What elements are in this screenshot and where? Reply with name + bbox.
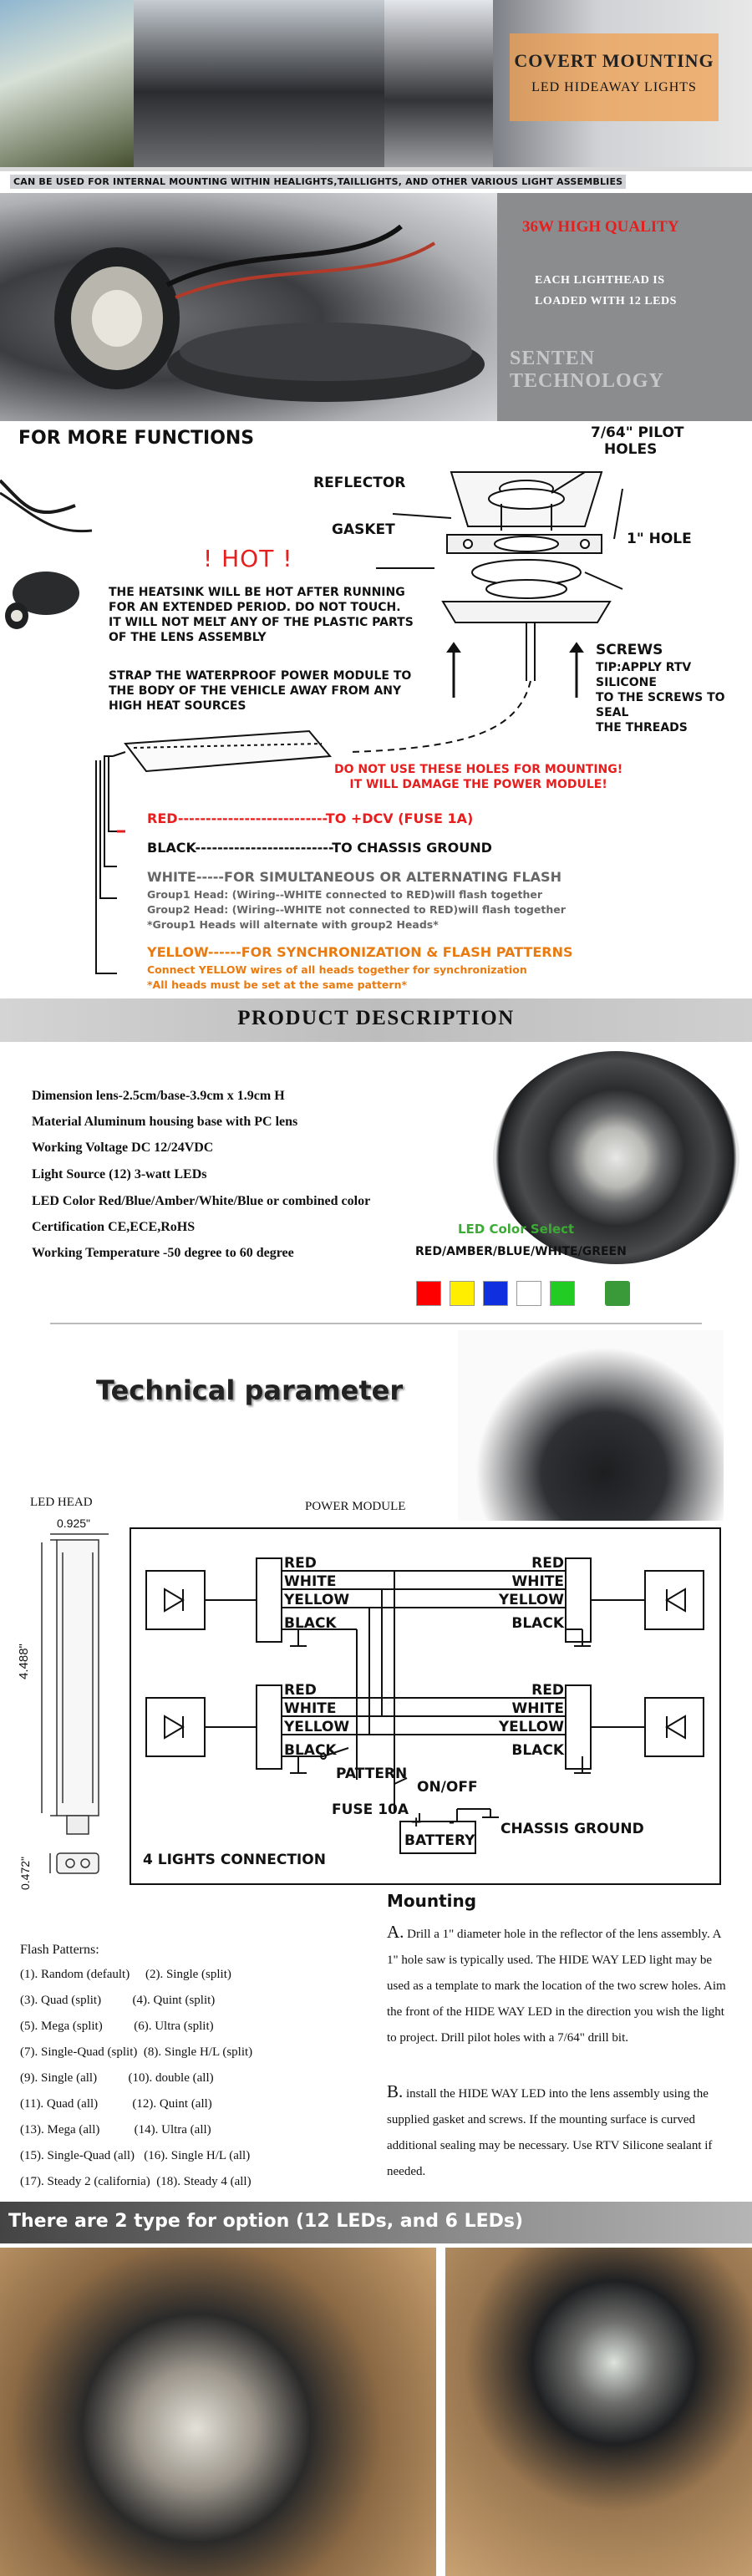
- pattern-label: PATTERN: [336, 1766, 408, 1782]
- step-a-text: Drill a 1" diameter hole in the reflector of the lens assembly. A 1" hole saw is typically used. The HIDE WAY LED light may be used as a template to mark the location of the two screw holes. Aim the front of the HIDE WAY LED in the direction you wish the light to project. Drill pilot holes with a 7/64" drill bit.: [387, 1928, 726, 2045]
- led-color-list: RED/AMBER/BLUE/WHITE/GREEN: [415, 1245, 627, 1258]
- power-module-label: POWER MODULE: [305, 1500, 406, 1513]
- quality-line-1: EACH LIGHTHEAD IS: [535, 274, 665, 287]
- brand-watermark: SENTEN TECHNOLOGY: [510, 348, 664, 392]
- white-wire-notes: Group1 Head: (Wiring--WHITE connected to RED)will flash together Group2 Head: (Wiring--WHITE not connected to RED)will flash together *Group1 Heads will alternate with group2 Heads*: [147, 888, 566, 931]
- chassis-ground-label: CHASSIS GROUND: [500, 1821, 644, 1837]
- pilot-holes-label: 7/64" PILOT HOLES: [591, 424, 684, 458]
- spec-material: Material Aluminum housing base with PC lens: [32, 1115, 298, 1129]
- led-head-dimension-drawing: [17, 1519, 125, 1891]
- battery-minus: -: [449, 1814, 455, 1831]
- swatch-amber: [450, 1281, 475, 1306]
- usage-text: CAN BE USED FOR INTERNAL MOUNTING WITHIN HEALIGHTS,TAILLIGHTS, AND OTHER VARIOUS LIGHT ASSEMBLIES: [10, 175, 626, 189]
- wire-label-group: RED WHITE YELLOW BLACK: [498, 1682, 564, 1759]
- screws-label: SCREWS: [596, 642, 663, 658]
- gasket-label: GASKET: [332, 521, 395, 538]
- white-wire-line: WHITE-----FOR SIMULTANEOUS OR ALTERNATING FLASH: [147, 869, 561, 885]
- flash-pattern-row: (3). Quad (split) (4). Quint (split): [20, 1994, 216, 2007]
- lighthead-photo: [0, 193, 497, 421]
- spec-voltage: Working Voltage DC 12/24VDC: [32, 1141, 214, 1155]
- 6-led-type-photo: [445, 2248, 752, 2576]
- dim-width: 0.925": [57, 1517, 91, 1530]
- dim-height: 0.472": [18, 1856, 32, 1890]
- spec-dimension: Dimension lens-2.5cm/base-3.9cm x 1.9cm H: [32, 1089, 285, 1103]
- spec-temperature: Working Temperature -50 degree to 60 degree: [32, 1246, 294, 1260]
- police-truck-photo: [384, 0, 493, 167]
- heatsink-warning: THE HEATSINK WILL BE HOT AFTER RUNNING FOR AN EXTENDED PERIOD. DO NOT TOUCH. IT WILL NOT MELT ANY OF THE PLASTIC PARTS OF THE LENS ASSEMBLY: [109, 586, 414, 644]
- led-color-select-title: LED Color Select: [458, 1222, 575, 1237]
- flash-pattern-row: (7). Single-Quad (split) (8). Single H/L (split): [20, 2045, 253, 2059]
- covert-title: COVERT MOUNTING: [514, 50, 714, 71]
- spec-certification: Certification CE,ECE,RoHS: [32, 1220, 196, 1234]
- no-mount-holes-warning: DO NOT USE THESE HOLES FOR MOUNTING! IT WILL DAMAGE THE POWER MODULE!: [334, 763, 623, 791]
- flash-pattern-row: (11). Quad (all) (12). Quint (all): [20, 2097, 212, 2111]
- battery-label: BATTERY: [404, 1832, 475, 1849]
- wire-label-group: RED WHITE YELLOW BLACK: [498, 1555, 564, 1632]
- led-head-label: LED HEAD: [30, 1496, 93, 1509]
- flash-pattern-row: (5). Mega (split) (6). Ultra (split): [20, 2020, 214, 2033]
- module-and-head-photo: [458, 1330, 724, 1521]
- technical-title: Technical parameter: [96, 1374, 404, 1406]
- hot-warning: ! HOT !: [203, 545, 293, 572]
- flash-pattern-row: (1). Random (default) (2). Single (split): [20, 1968, 231, 1981]
- step-a-letter: A.: [387, 1922, 404, 1942]
- product-description-title: PRODUCT DESCRIPTION: [237, 1007, 515, 1029]
- wire-label-group: RED WHITE YELLOW BLACK: [284, 1682, 350, 1759]
- power-module-drawing: [113, 731, 330, 771]
- dim-length: 4.488": [17, 1644, 31, 1679]
- product-description-bar: [0, 998, 752, 1042]
- reflector-label: REFLECTOR: [313, 475, 406, 491]
- four-lights-connection-label: 4 LIGHTS CONNECTION: [143, 1852, 326, 1868]
- usage-strip: [0, 171, 752, 193]
- wire-label-group: RED WHITE YELLOW BLACK: [284, 1555, 350, 1632]
- swatch-white: [516, 1281, 541, 1306]
- police-motorcycle-photo: [0, 0, 134, 167]
- spec-led-color: LED Color Red/Blue/Amber/White/Blue or combined color: [32, 1194, 371, 1208]
- mounting-step-b: [387, 2079, 734, 2185]
- led-chip-icon: [605, 1281, 630, 1306]
- lighthead-illustration: [0, 193, 497, 421]
- swatch-green: [550, 1281, 575, 1306]
- fuse-label: FUSE 10A: [332, 1801, 409, 1818]
- screws-tip: TIP:APPLY RTV SILICONE TO THE SCREWS TO SEAL THE THREADS: [596, 661, 725, 734]
- top-banner: [0, 0, 752, 171]
- mounting-title: Mounting: [387, 1891, 477, 1911]
- quality-section: [0, 193, 752, 421]
- covert-subtitle: LED HIDEAWAY LIGHTS: [531, 80, 697, 94]
- step-b-letter: B.: [387, 2081, 404, 2101]
- spec-light-source: Light Source (12) 3-watt LEDs: [32, 1167, 207, 1181]
- black-wire-line: BLACK-------------------------TO CHASSIS GROUND: [147, 840, 492, 856]
- 12-led-type-photo: [0, 2248, 436, 2576]
- flash-pattern-row: (13). Mega (all) (14). Ultra (all): [20, 2123, 211, 2137]
- strap-instruction: STRAP THE WATERPROOF POWER MODULE TO THE BODY OF THE VEHICLE AWAY FROM ANY HIGH HEAT SOURCES: [109, 669, 412, 713]
- red-wire-line: RED---------------------------TO +DCV (FUSE 1A): [147, 810, 474, 826]
- covert-mounting-box: [510, 33, 719, 121]
- one-inch-hole-label: 1" HOLE: [627, 531, 692, 547]
- flash-patterns-title: Flash Patterns:: [20, 1943, 99, 1957]
- functions-title: FOR MORE FUNCTIONS: [18, 428, 255, 449]
- wiring-diagram: [130, 1527, 721, 1885]
- flash-pattern-row: (9). Single (all) (10). double (all): [20, 2071, 214, 2085]
- onoff-label: ON/OFF: [417, 1779, 478, 1796]
- yellow-wire-line: YELLOW------FOR SYNCHRONIZATION & FLASH PATTERNS: [147, 944, 573, 960]
- wire-tree: [96, 756, 117, 973]
- section-divider: [50, 1323, 702, 1324]
- swatch-blue: [483, 1281, 508, 1306]
- flash-pattern-row: (17). Steady 2 (california) (18). Steady 4 (all): [20, 2175, 252, 2188]
- police-car-photo: [134, 0, 384, 167]
- quality-title: 36W HIGH QUALITY: [522, 218, 679, 236]
- mounting-step-a: [387, 1919, 734, 2051]
- yellow-wire-notes: Connect YELLOW wires of all heads together for synchronization *All heads must be set at the same pattern*: [147, 963, 527, 991]
- battery-plus: +: [410, 1814, 423, 1831]
- swatch-red: [416, 1281, 441, 1306]
- step-b-text: install the HIDE WAY LED into the lens assembly using the supplied gasket and screws. If the mounting surface is curved additional sealing may be necessary. Use RTV Silicone sealant if needed.: [387, 2087, 713, 2178]
- options-title: There are 2 type for option (12 LEDs, and 6 LEDs): [8, 2211, 524, 2232]
- options-bar: [0, 2202, 752, 2243]
- quality-line-2: LOADED WITH 12 LEDS: [535, 295, 677, 307]
- flash-pattern-row: (15). Single-Quad (all) (16). Single H/L (all): [20, 2149, 251, 2162]
